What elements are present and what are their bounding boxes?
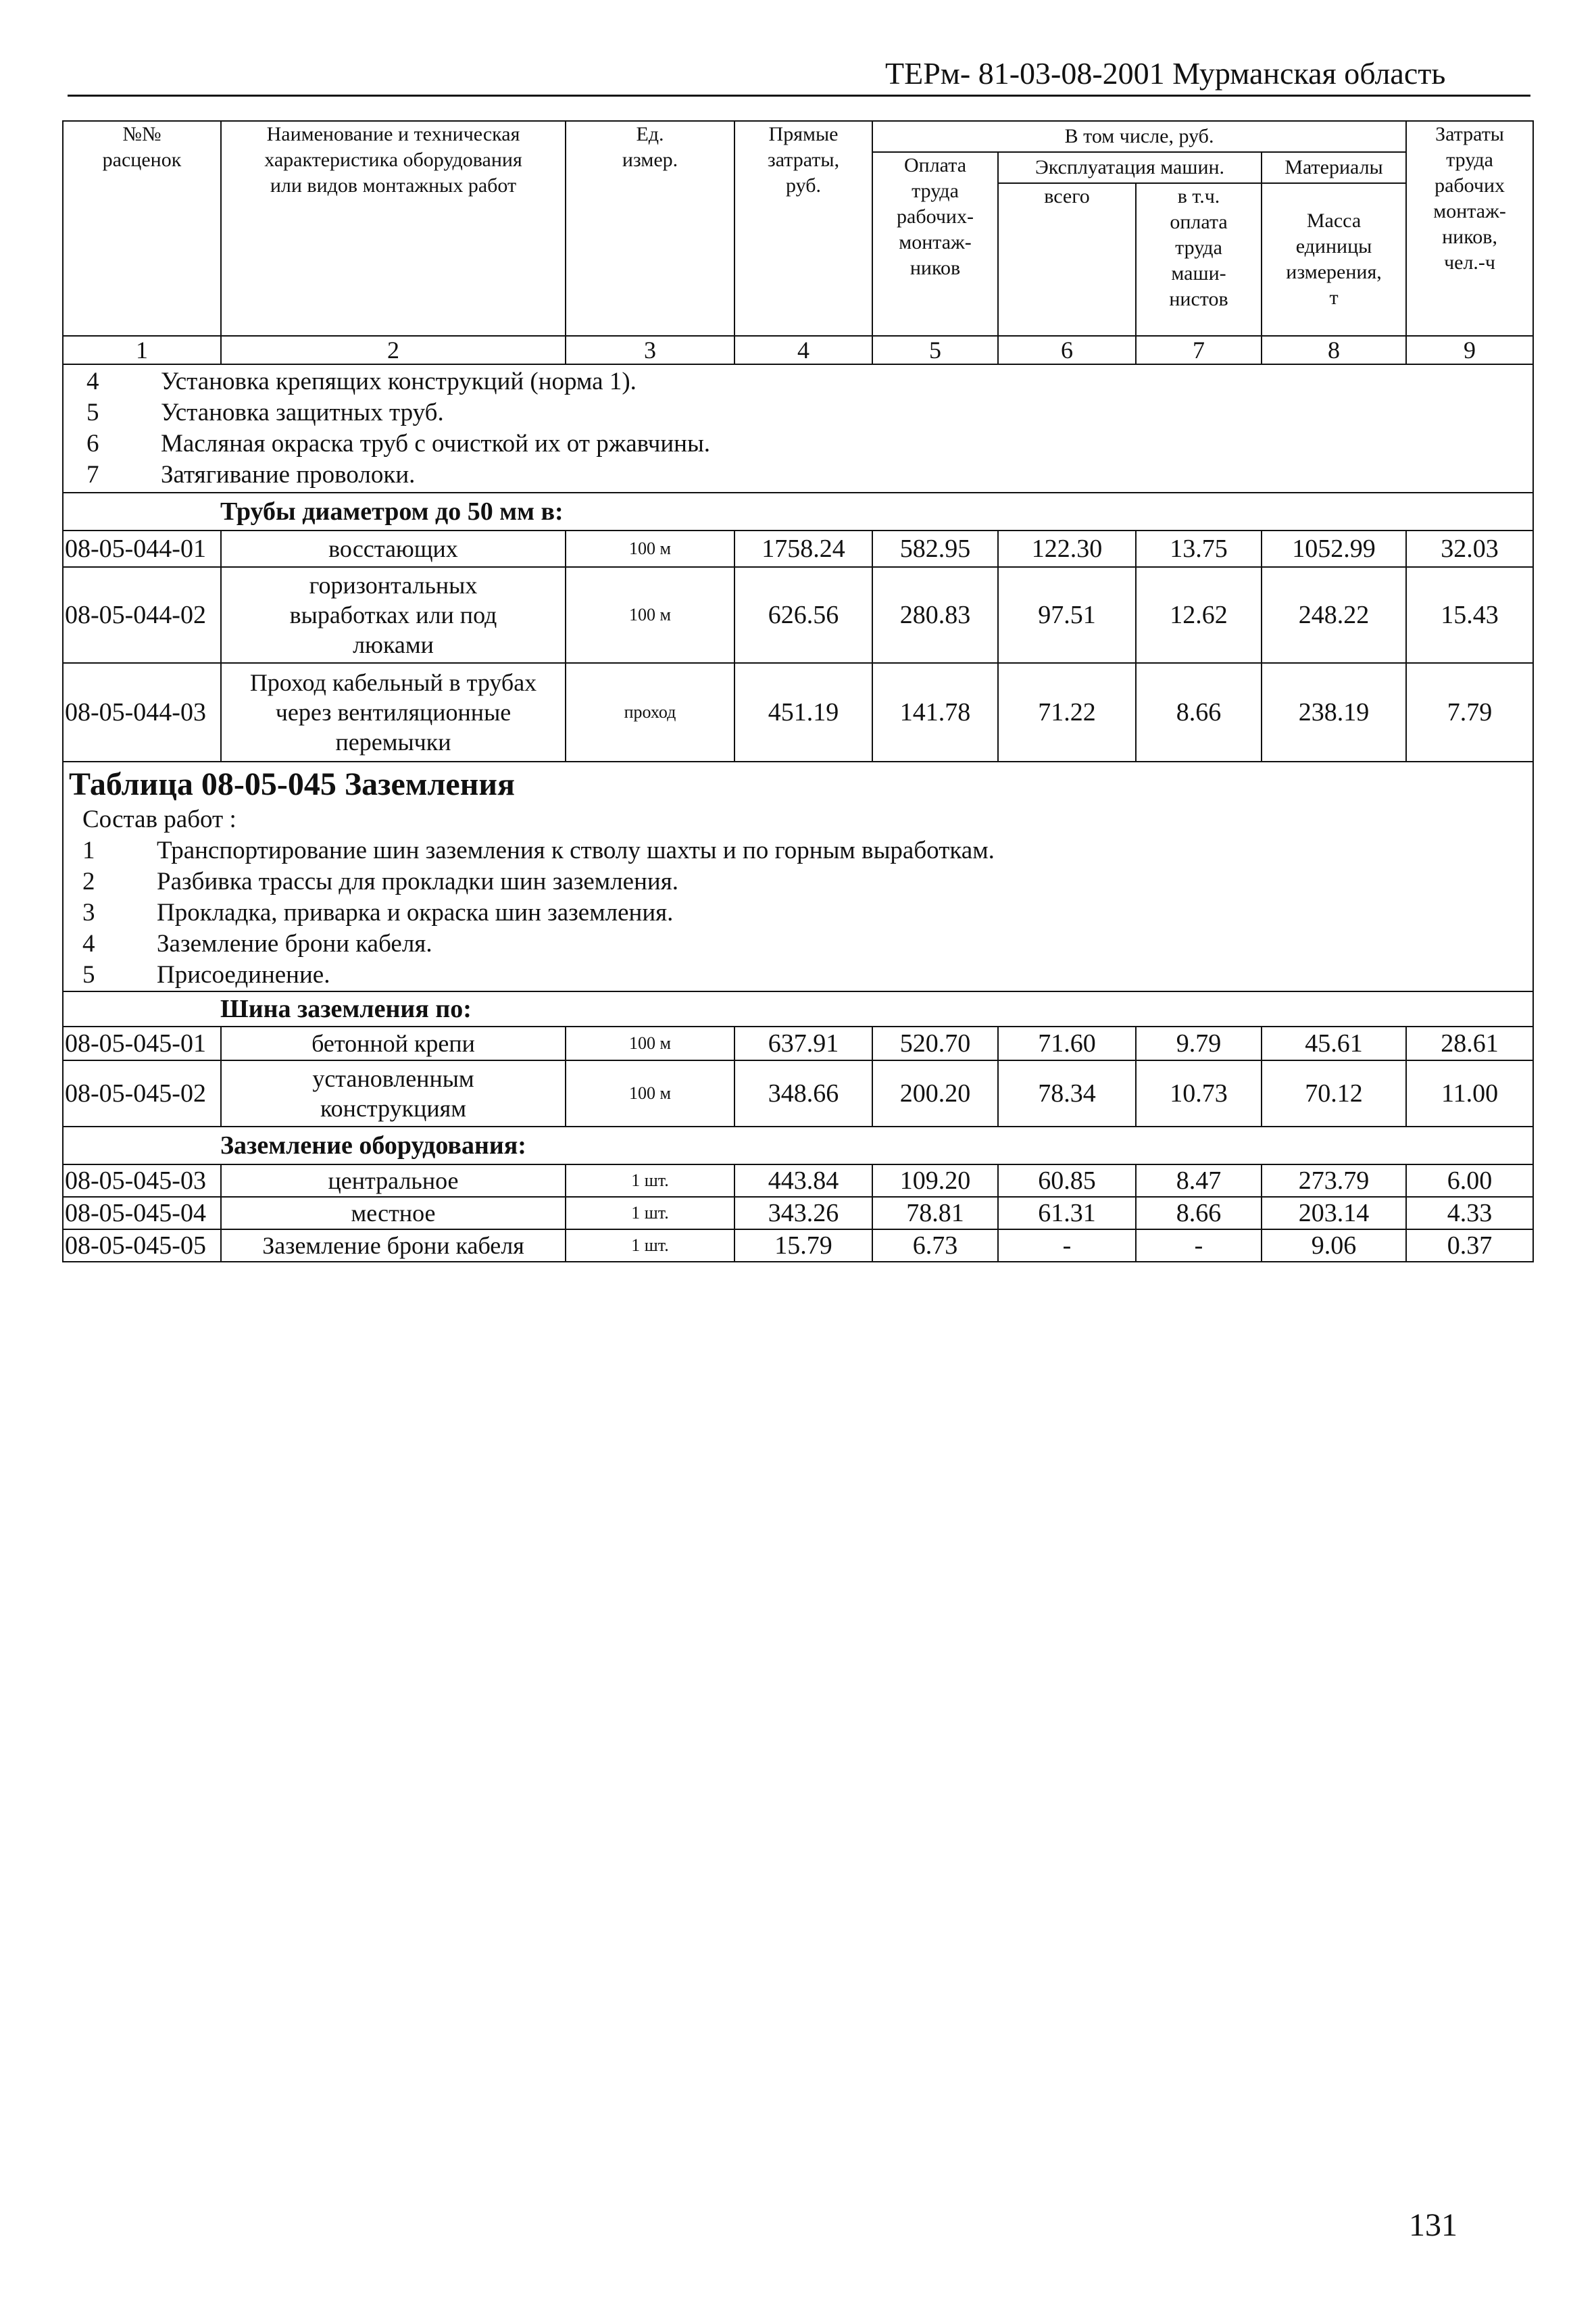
group-heading: Шина заземления по: bbox=[63, 991, 1533, 1027]
row-labor: 78.81 bbox=[872, 1197, 998, 1229]
row-materials: 1052.99 bbox=[1262, 531, 1406, 567]
row-mach-labor: 9.79 bbox=[1136, 1027, 1262, 1060]
works-list-top bbox=[63, 364, 1533, 493]
row-materials: 9.06 bbox=[1262, 1229, 1406, 1262]
row-unit: проход bbox=[566, 663, 734, 762]
col-number: 6 bbox=[998, 336, 1136, 364]
row-labor: 582.95 bbox=[872, 531, 998, 567]
row-mach: 71.60 bbox=[998, 1027, 1136, 1060]
work-item: 7 Затягивание проволоки. bbox=[86, 461, 416, 489]
row-direct: 343.26 bbox=[734, 1197, 872, 1229]
row-hours: 28.61 bbox=[1406, 1027, 1533, 1060]
document-header: ТЕРм- 81-03-08-2001 Мурманская область bbox=[885, 56, 1446, 91]
header-name: Наименование и техническая характеристика оборудования или видов монтажных работ bbox=[221, 121, 566, 336]
table-row bbox=[63, 1229, 1533, 1262]
row-name: Проход кабельный в трубах через вентиляционные перемычки bbox=[221, 663, 566, 762]
row-unit: 100 м bbox=[566, 531, 734, 567]
col-number: 8 bbox=[1262, 336, 1406, 364]
row-hours: 4.33 bbox=[1406, 1197, 1533, 1229]
row-direct: 451.19 bbox=[734, 663, 872, 762]
row-direct: 443.84 bbox=[734, 1164, 872, 1197]
row-hours: 6.00 bbox=[1406, 1164, 1533, 1197]
col-number: 1 bbox=[63, 336, 221, 364]
row-hours: 32.03 bbox=[1406, 531, 1533, 567]
row-mach: 97.51 bbox=[998, 567, 1136, 663]
header-expl: Эксплуатация машин. bbox=[998, 152, 1262, 183]
row-mach: 122.30 bbox=[998, 531, 1136, 567]
row-code: 08-05-045-03 bbox=[63, 1164, 221, 1197]
col-number: 5 bbox=[872, 336, 998, 364]
row-direct: 1758.24 bbox=[734, 531, 872, 567]
row-code: 08-05-045-05 bbox=[63, 1229, 221, 1262]
table-row bbox=[63, 663, 1533, 762]
row-hours: 15.43 bbox=[1406, 567, 1533, 663]
row-mach: 60.85 bbox=[998, 1164, 1136, 1197]
row-materials: 273.79 bbox=[1262, 1164, 1406, 1197]
header-mach-labor: в т.ч. оплата труда маши- нистов bbox=[1136, 183, 1262, 336]
row-mach-labor: 13.75 bbox=[1136, 531, 1262, 567]
row-name: горизонтальных выработках или под люками bbox=[221, 567, 566, 663]
table2-title: Таблица 08-05-045 Заземления bbox=[69, 766, 515, 802]
table-row bbox=[63, 1060, 1533, 1127]
row-direct: 637.91 bbox=[734, 1027, 872, 1060]
row-name: установленным конструкциям bbox=[221, 1060, 566, 1127]
row-labor: 280.83 bbox=[872, 567, 998, 663]
row-mach-labor: 8.66 bbox=[1136, 663, 1262, 762]
col-number: 3 bbox=[566, 336, 734, 364]
header-mach-total: всего bbox=[998, 183, 1136, 336]
header-direct: Прямые затраты, руб. bbox=[734, 121, 872, 336]
row-direct: 15.79 bbox=[734, 1229, 872, 1262]
header-rule bbox=[68, 95, 1530, 97]
work-item: 4 Заземление брони кабеля. bbox=[82, 930, 432, 958]
col-number: 9 bbox=[1406, 336, 1533, 364]
col-number: 2 bbox=[221, 336, 566, 364]
row-mach: 61.31 bbox=[998, 1197, 1136, 1229]
row-name: местное bbox=[221, 1197, 566, 1229]
col-number: 7 bbox=[1136, 336, 1262, 364]
row-mach-labor: 8.47 bbox=[1136, 1164, 1262, 1197]
row-name: восстающих bbox=[221, 531, 566, 567]
row-labor: 141.78 bbox=[872, 663, 998, 762]
row-direct: 348.66 bbox=[734, 1060, 872, 1127]
row-unit: 1 шт. bbox=[566, 1229, 734, 1262]
table-row bbox=[63, 1197, 1533, 1229]
row-materials: 203.14 bbox=[1262, 1197, 1406, 1229]
row-materials: 248.22 bbox=[1262, 567, 1406, 663]
row-direct: 626.56 bbox=[734, 567, 872, 663]
column-numbers-row bbox=[63, 336, 1533, 364]
row-code: 08-05-044-03 bbox=[63, 663, 221, 762]
work-item: 3 Прокладка, приварка и окраска шин заземления. bbox=[82, 899, 674, 927]
row-materials: 238.19 bbox=[1262, 663, 1406, 762]
row-unit: 1 шт. bbox=[566, 1197, 734, 1229]
row-mach: 71.22 bbox=[998, 663, 1136, 762]
works-label: Состав работ : bbox=[82, 806, 236, 833]
row-mach-labor: - bbox=[1136, 1229, 1262, 1262]
header-code: №№ расценок bbox=[63, 121, 221, 336]
page-number: 131 bbox=[1409, 2207, 1457, 2243]
row-labor: 520.70 bbox=[872, 1027, 998, 1060]
row-labor: 6.73 bbox=[872, 1229, 998, 1262]
work-item: 5 Установка защитных труб. bbox=[86, 399, 444, 426]
row-mach-labor: 10.73 bbox=[1136, 1060, 1262, 1127]
row-materials: 45.61 bbox=[1262, 1027, 1406, 1060]
row-hours: 11.00 bbox=[1406, 1060, 1533, 1127]
row-mach-labor: 8.66 bbox=[1136, 1197, 1262, 1229]
work-item: 5 Присоединение. bbox=[82, 961, 330, 989]
header-incl: В том числе, руб. bbox=[872, 121, 1406, 152]
row-unit: 1 шт. bbox=[566, 1164, 734, 1197]
col-number: 4 bbox=[734, 336, 872, 364]
row-code: 08-05-045-02 bbox=[63, 1060, 221, 1127]
group-heading: Заземление оборудования: bbox=[63, 1127, 1533, 1164]
table-row bbox=[63, 531, 1533, 567]
header-materials: Материалы bbox=[1262, 152, 1406, 183]
group-heading: Трубы диаметром до 50 мм в: bbox=[63, 493, 1533, 531]
row-mach: - bbox=[998, 1229, 1136, 1262]
header-labor: Оплата труда рабочих- монтаж- ников bbox=[872, 152, 998, 336]
work-item: 6 Масляная окраска труб с очисткой их от ржавчины. bbox=[86, 430, 711, 458]
row-unit: 100 м bbox=[566, 1027, 734, 1060]
table-row bbox=[63, 567, 1533, 663]
table2-intro bbox=[63, 762, 1533, 991]
row-labor: 109.20 bbox=[872, 1164, 998, 1197]
row-name: Заземление брони кабеля bbox=[221, 1229, 566, 1262]
row-code: 08-05-044-02 bbox=[63, 567, 221, 663]
row-unit: 100 м bbox=[566, 1060, 734, 1127]
row-mach: 78.34 bbox=[998, 1060, 1136, 1127]
work-item: 4 Установка крепящих конструкций (норма 1). bbox=[86, 368, 637, 395]
header-mass: Масса единицы измерения, т bbox=[1262, 183, 1406, 336]
row-hours: 7.79 bbox=[1406, 663, 1533, 762]
work-item: 1 Транспортирование шин заземления к стволу шахты и по горным выработкам. bbox=[82, 837, 995, 864]
row-mach-labor: 12.62 bbox=[1136, 567, 1262, 663]
row-name: бетонной крепи bbox=[221, 1027, 566, 1060]
row-materials: 70.12 bbox=[1262, 1060, 1406, 1127]
row-unit: 100 м bbox=[566, 567, 734, 663]
norms-table bbox=[62, 120, 1534, 1262]
row-name: центральное bbox=[221, 1164, 566, 1197]
row-labor: 200.20 bbox=[872, 1060, 998, 1127]
row-code: 08-05-044-01 bbox=[63, 531, 221, 567]
header-hours: Затраты труда рабочих монтаж- ников, чел.-ч bbox=[1406, 121, 1533, 336]
row-code: 08-05-045-01 bbox=[63, 1027, 221, 1060]
row-hours: 0.37 bbox=[1406, 1229, 1533, 1262]
header-unit: Ед. измер. bbox=[566, 121, 734, 336]
work-item: 2 Разбивка трассы для прокладки шин заземления. bbox=[82, 868, 678, 895]
table-row bbox=[63, 1164, 1533, 1197]
table-row bbox=[63, 1027, 1533, 1060]
row-code: 08-05-045-04 bbox=[63, 1197, 221, 1229]
